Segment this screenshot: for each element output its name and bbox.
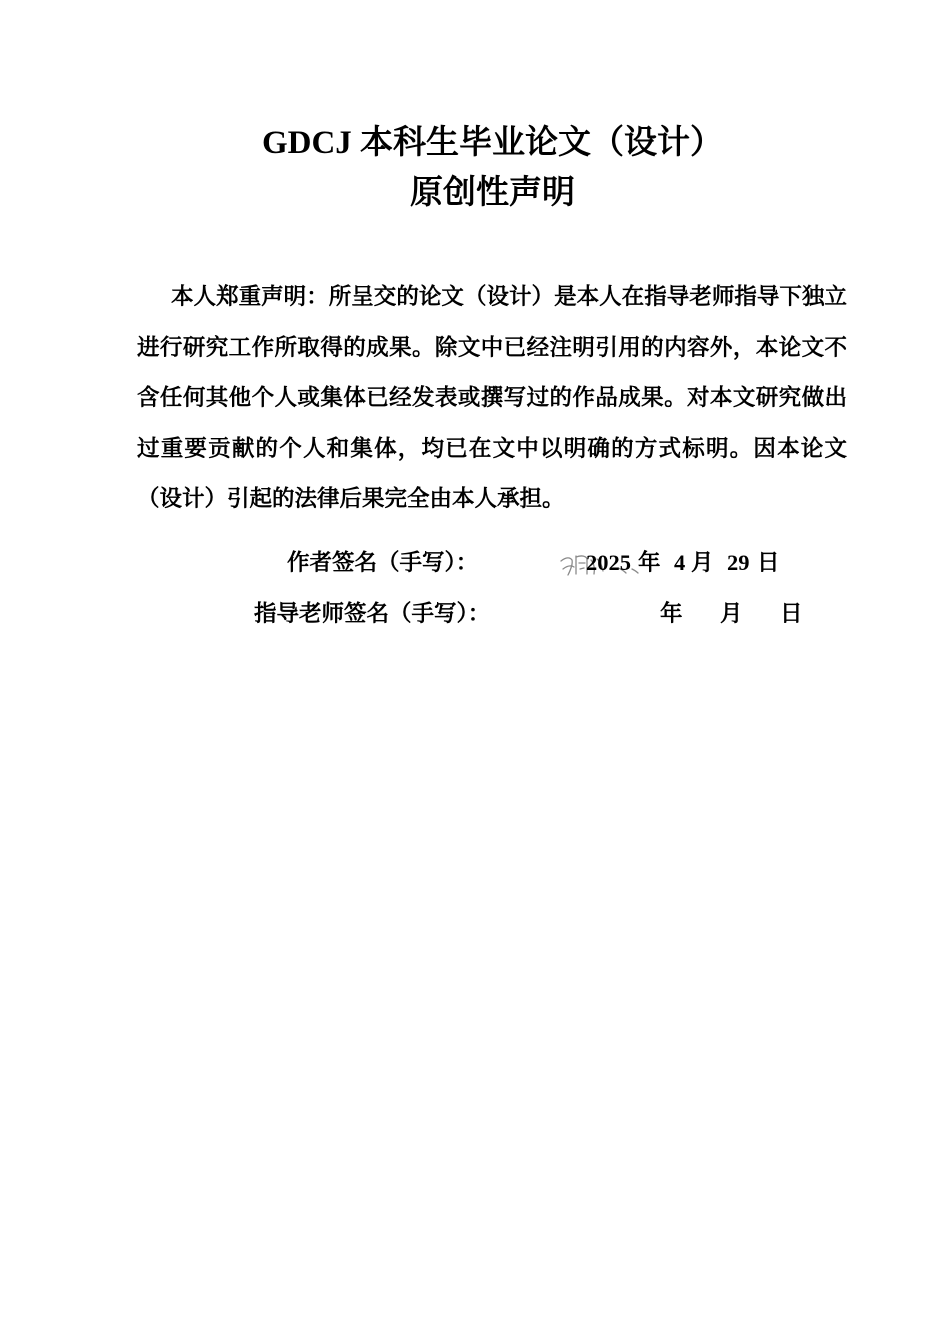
advisor-date-month-unit: 月 <box>720 601 743 626</box>
advisor-signature-label: 指导老师签名（手写）： <box>254 601 491 626</box>
author-date-year-unit: 年 <box>638 550 661 575</box>
advisor-date-day-unit: 日 <box>780 601 803 626</box>
author-date-year: 2025 <box>586 550 631 575</box>
author-date-day: 29 <box>727 550 750 575</box>
author-signature-label: 作者签名（手写）： <box>287 550 479 575</box>
declaration-statement: 本人郑重声明：所呈交的论文（设计）是本人在指导老师指导下独立进行研究工作所取得的成果。除文中已经注明引用的内容外，本论文不含任何其他个人或集体已经发表或撰写过的作品成果。对本文研究做出过重要贡献的个人和集体，均已在文中以明确的方式标明。因本论文（设计）引起的法律后果完全由本人承担。 <box>137 284 847 511</box>
document-title: GDCJ 本科生毕业论文（设计） <box>261 125 724 161</box>
author-date-day-unit: 日 <box>757 550 780 575</box>
document-subtitle: 原创性声明 <box>410 175 575 211</box>
advisor-date-year-unit: 年 <box>660 601 683 626</box>
author-date-month: 4 <box>674 550 686 575</box>
author-date-month-unit: 月 <box>691 550 714 575</box>
